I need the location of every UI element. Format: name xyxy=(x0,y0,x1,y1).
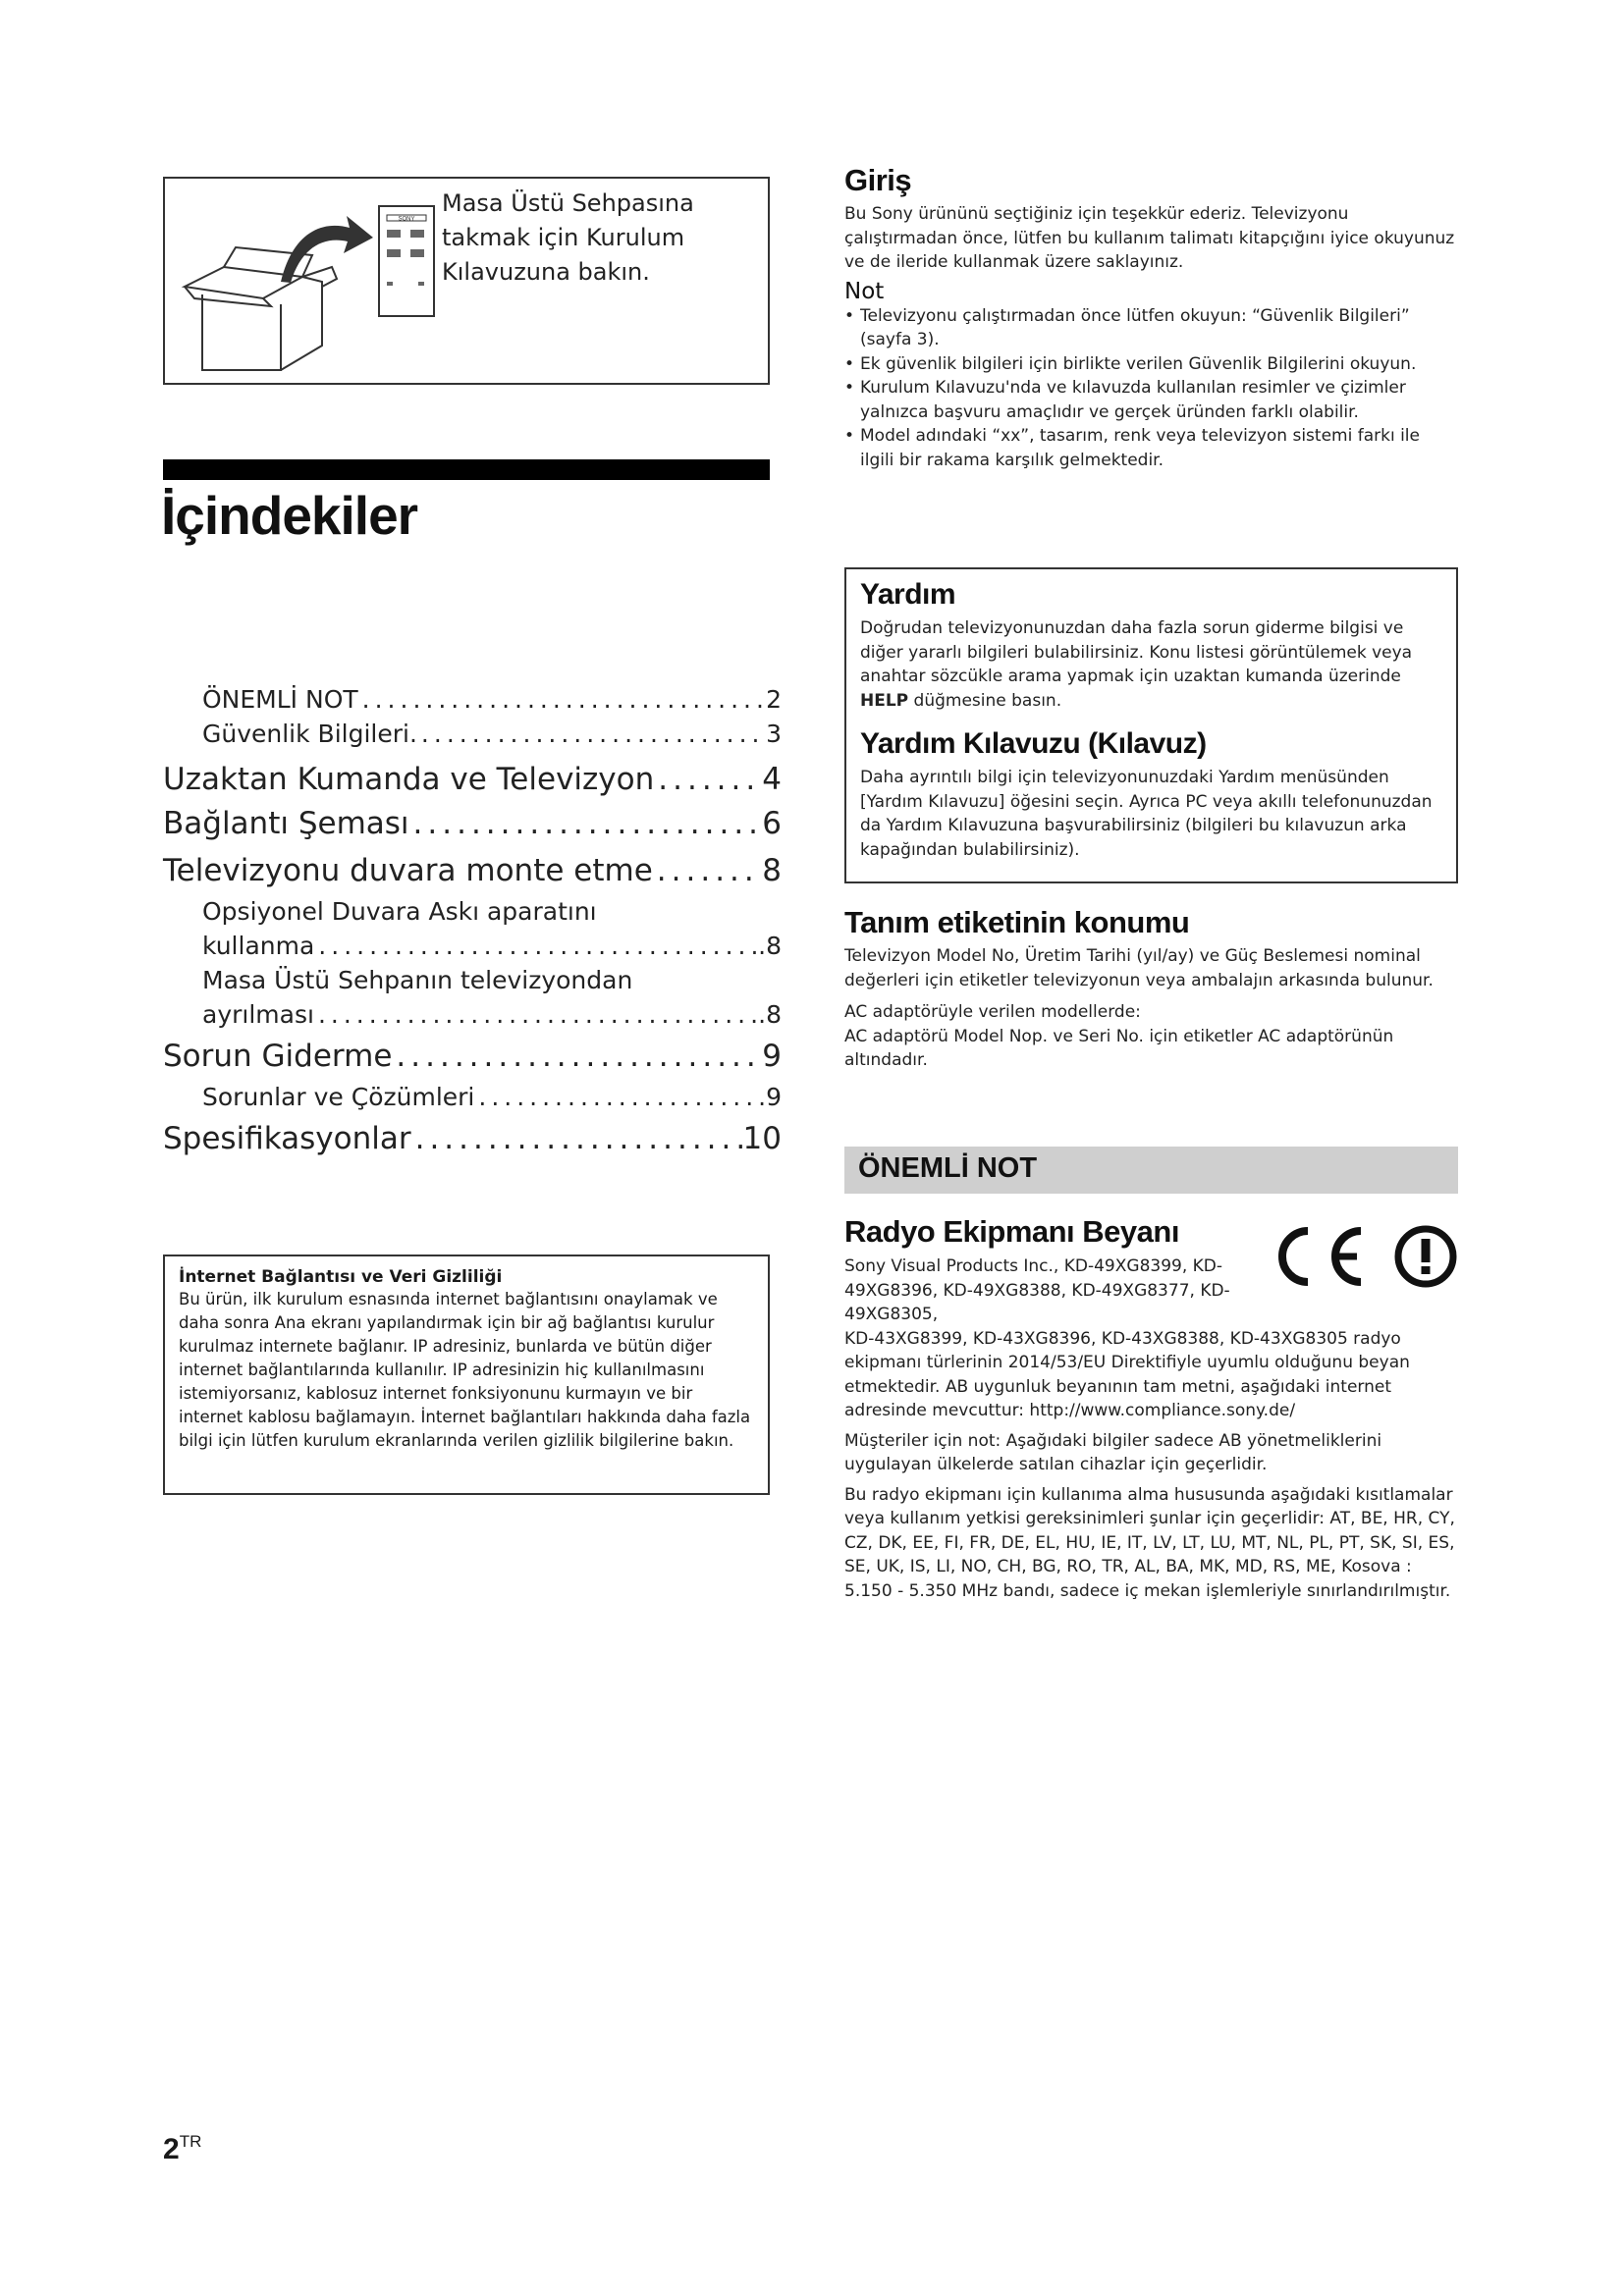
help-body-text-end: düğmesine basın. xyxy=(908,690,1062,711)
toc-entry-page: .9 xyxy=(758,1083,782,1111)
note-item: • Model adındaki “xx”, tasarım, renk veya televizyon sistemi farkı ile ilgili bir rakama karşılık gelmektedir. xyxy=(844,424,1458,472)
toc-entry[interactable] xyxy=(163,1121,782,1165)
label-location-section xyxy=(844,901,1458,1073)
label-location-title: Tanım etiketinin konumu xyxy=(844,905,1190,939)
box-to-manual-arrow-icon xyxy=(175,188,440,375)
toc-entry-label: Uzaktan Kumanda ve Televizyon xyxy=(163,762,655,797)
label-location-ac-body: AC adaptörü Model Nop. ve Seri No. için etiketler AC adaptörünün altındadır. xyxy=(844,1026,1394,1070)
label-location-ac-note: AC adaptörüyle verilen modellerde: xyxy=(844,1002,1141,1022)
toc-entry-line[interactable] xyxy=(163,897,782,932)
setup-note-line: Kılavuzuna bakın. xyxy=(442,258,650,286)
toc-entry-line[interactable] xyxy=(163,966,782,1000)
toc-entry[interactable] xyxy=(163,720,782,754)
toc-entry-page: .8 xyxy=(758,1000,782,1029)
help-title: Yardım xyxy=(860,578,956,611)
toc-entry-label: ÖNEMLİ NOT xyxy=(202,685,358,714)
setup-guide-note-box xyxy=(163,177,770,385)
note-item: • Kurulum Kılavuzu'nda ve kılavuzda kullanılan resimler ve çizimler yalnızca başvuru amaçlıdır ve gerçek üründen farklı olabilir. xyxy=(844,376,1458,424)
toc-entry-page: .8 xyxy=(758,932,782,960)
important-banner xyxy=(844,1147,1458,1194)
toc-entry[interactable] xyxy=(163,806,782,850)
toc-entry-page: 9 xyxy=(762,1039,782,1074)
radio-declaration: KD-43XG8399, KD-43XG8396, KD-43XG8388, KD-43XG8305 radyo ekipmanı türlerinin 2014/53/EU Direktifiyle uyumlu olduğunu beyan etmektedir. AB uygunluk beyanının tam metni, aşağıdaki internet adresinde mevcuttur: http://www.compliance.sony.de/ xyxy=(844,1328,1410,1420)
toc-entry-label: Masa Üstü Sehpanın televizyondan xyxy=(202,966,633,994)
radio-models: Sony Visual Products Inc., KD-49XG8399, KD-49XG8396, KD-49XG8388, KD-49XG8377, KD-49XG8305, xyxy=(844,1256,1230,1324)
toc-entry-label: Opsiyonel Duvara Askı aparatını xyxy=(202,897,597,926)
help-guide-title: Yardım Kılavuzu (Kılavuz) xyxy=(860,727,1207,760)
toc-title: İçindekiler xyxy=(161,485,418,546)
note-item: • Televizyonu çalıştırmadan önce lütfen okuyun: “Güvenlik Bilgileri” (sayfa 3). xyxy=(844,304,1458,352)
note-heading: Not xyxy=(844,278,885,304)
toc-entry[interactable] xyxy=(163,1039,782,1083)
toc-entry-label: Bağlantı Şeması xyxy=(163,806,409,841)
toc-entry[interactable] xyxy=(163,685,782,720)
toc-entry-label: Televizyonu duvara monte etme xyxy=(163,853,653,888)
privacy-body: Bu ürün, ilk kurulum esnasında internet bağlantısını onaylamak ve daha sonra Ana ekranı yapılandırmak için bir ağ bağlantısı kurulur kurulmaz internete bağlanır. IP adresiniz, bunlarda ve bütün diğer internet bağlantılarında kullanılır. IP adresinizin hiç kullanılmasını istemiyorsanız, kablosuz internet fonksiyonunu kurmayın ve bir internet kablosu bağlamayın. İnternet bağlantıları hakkında daha fazla bilgi için lütfen kurulum ekranlarında verilen gizlilik bilgilerine bakın. xyxy=(179,1290,751,1450)
toc-divider-bar xyxy=(163,459,770,480)
radio-title: Radyo Ekipmanı Beyanı xyxy=(844,1214,1179,1249)
toc-entry-label: Spesifikasyonlar xyxy=(163,1121,411,1156)
setup-note-line: takmak için Kurulum xyxy=(442,224,685,251)
toc-entry-label: Sorun Giderme xyxy=(163,1039,393,1074)
toc-entry-label: Güvenlik Bilgileri. xyxy=(202,720,417,748)
help-body-text: Doğrudan televizyonunuzdan daha fazla sorun giderme bilgisi ve diğer yararlı bilgileri bulabilirsiniz. Konu listesi görüntülemek veya anahtar sözcükle arama yapmak için uzaktan kumanda üzerinde xyxy=(860,618,1413,686)
intro-title: Giriş xyxy=(844,163,912,197)
toc-entry-page: 2 xyxy=(766,685,782,714)
page-language-code: TR xyxy=(179,2132,202,2151)
privacy-title: İnternet Bağlantısı ve Veri Gizliliği xyxy=(179,1267,503,1287)
radio-customer-note: Müşteriler için not: Aşağıdaki bilgiler sadece AB yönetmeliklerini uygulayan ülkelerde satılan cihazlar için geçerlidir. xyxy=(844,1430,1382,1474)
toc-entry[interactable] xyxy=(163,762,782,806)
radio-restrictions: Bu radyo ekipmanı için kullanıma alma hususunda aşağıdaki kısıtlamalar veya kullanım yetkisi gereksinimleri şunlar için geçerlidir: AT, BE, HR, CY, CZ, DK, EE, FI, FR, DE, EL, HU, IE, IT, LV, LT, LU, MT, NL, PL, PT, SK, SI, ES, SE, UK, IS, LI, NO, CH, BG, RO, TR, AL, BA, MK, MD, RS, ME, Kosova : xyxy=(844,1484,1455,1576)
help-button-name: HELP xyxy=(860,690,909,711)
setup-note-text xyxy=(442,187,756,290)
help-body xyxy=(860,616,1442,713)
toc-entry-label: ayrılması xyxy=(202,1000,314,1029)
table-of-contents xyxy=(163,685,782,1165)
manual-cover-text: SONY xyxy=(398,216,415,223)
toc-entry[interactable] xyxy=(163,853,782,897)
setup-note-line: Masa Üstü Sehpasına xyxy=(442,189,694,217)
note-item: • Ek güvenlik bilgileri için birlikte verilen Güvenlik Bilgilerini okuyun. xyxy=(844,352,1458,377)
important-banner-text: ÖNEMLİ NOT xyxy=(858,1152,1038,1184)
intro-body: Bu Sony ürününü seçtiğiniz için teşekkür ederiz. Televizyonu çalıştırmadan önce, lütfen bu kullanım talimatı kitapçığını iyice okuyunuz ve de ileride kullanmak üzere saklayınız. xyxy=(844,204,1455,272)
toc-entry[interactable] xyxy=(163,1083,782,1117)
toc-entry-page: 10 xyxy=(742,1121,782,1156)
radio-band-note: 5.150 - 5.350 MHz bandı, sadece iç mekan işlemleriyle sınırlandırılmıştır. xyxy=(844,1580,1451,1601)
toc-entry-label: Sorunlar ve Çözümleri xyxy=(202,1083,475,1111)
toc-entry-label: kullanma xyxy=(202,932,315,960)
toc-entry-page: 3 xyxy=(766,720,782,748)
privacy-notice-box xyxy=(163,1255,770,1495)
intro-section xyxy=(844,159,1458,472)
toc-entry-page: 8 xyxy=(762,853,782,888)
toc-entry[interactable] xyxy=(163,1000,782,1035)
radio-declaration-section xyxy=(844,1209,1458,1603)
toc-entry-page: 4 xyxy=(762,762,782,797)
page-number xyxy=(163,2132,201,2166)
toc-entry[interactable] xyxy=(163,932,782,966)
note-list xyxy=(844,304,1458,473)
help-guide-body: Daha ayrıntılı bilgi için televizyonunuzdaki Yardım menüsünden [Yardım Kılavuzu] öğesini seçin. Ayrıca PC veya akıllı telefonunuzdan da Yardım Kılavuzuna başvurabilirsiniz (bilgileri bu kılavuzun arka kapağından bulabilirsiniz). xyxy=(860,768,1433,860)
page-number-value: 2 xyxy=(163,2133,180,2165)
toc-entry-page: 6 xyxy=(762,806,782,841)
help-box xyxy=(844,567,1458,883)
label-location-body: Televizyon Model No, Üretim Tarihi (yıl/ay) ve Güç Beslemesi nominal değerleri için etiketler televizyonun veya ambalajın arkasında bulunur. xyxy=(844,946,1434,990)
